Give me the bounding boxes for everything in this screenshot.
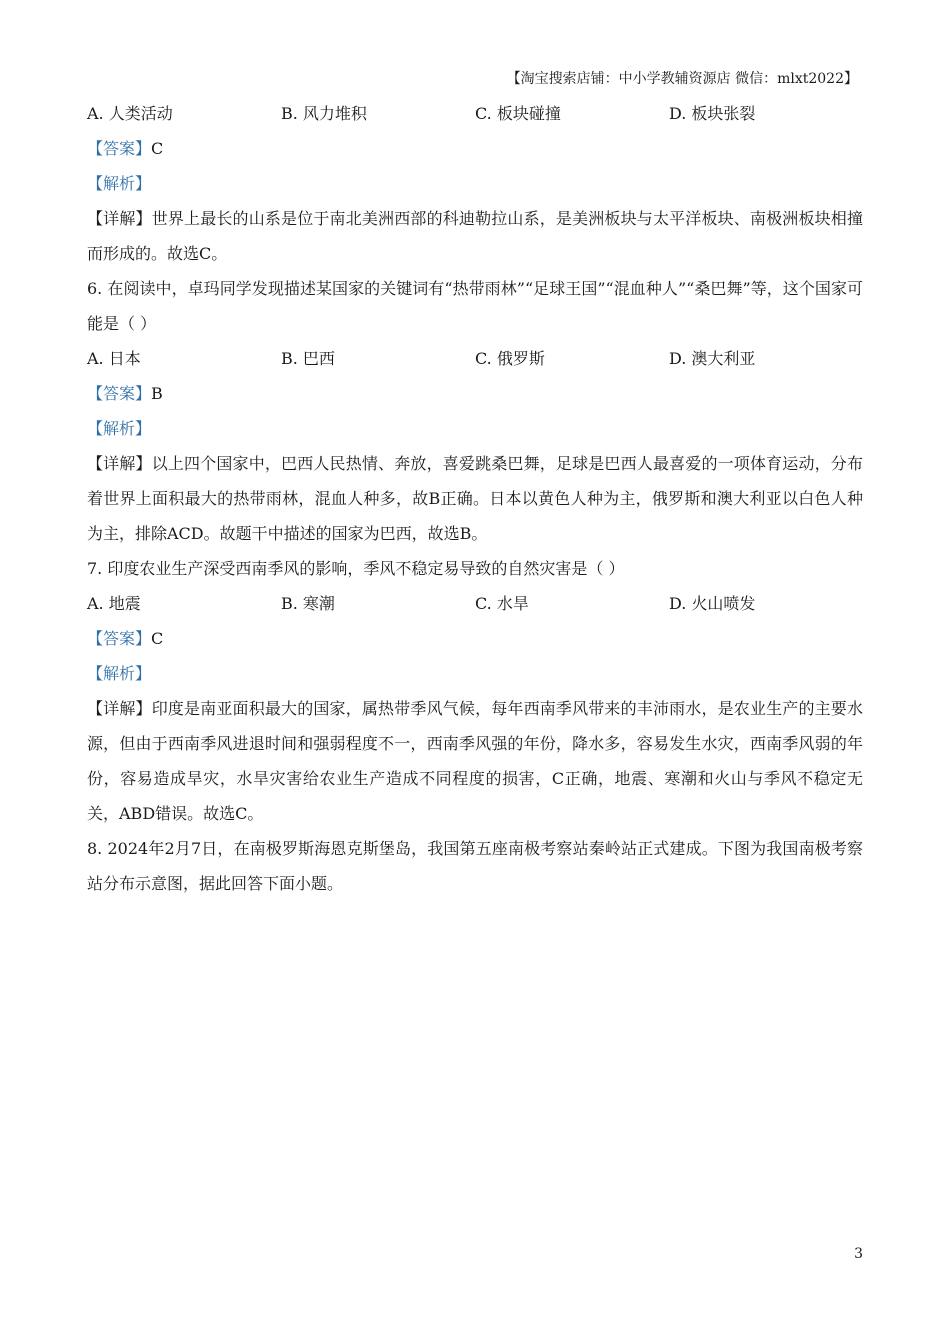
q7-answer-value: C <box>151 629 164 648</box>
q6-option-a: A. 日本 <box>87 349 141 368</box>
q6-detail-tag: 【详解】 <box>87 454 152 473</box>
q7-option-b: B. 寒潮 <box>281 594 335 613</box>
q7-detail-text: 印度是南亚面积最大的国家，属热带季风气候，每年西南季风带来的丰沛雨水，是农业生产的主要水源，但由于西南季风进退时间和强弱程度不一，西南季风强的年份，降水多，容易发生水灾，西南季风弱的年份，容易造成旱灾，水旱灾害给农业生产造成不同程度的损害，C正确，地震、寒潮和火山与季风不稳定无关，ABD错误。故选C。 <box>87 699 863 823</box>
page-number: 3 <box>854 1246 863 1262</box>
q5-options <box>87 96 863 131</box>
q6-analysis <box>87 411 863 446</box>
q5-option-b: B. 风力堆积 <box>281 104 367 123</box>
q6-answer-tag: 【答案】 <box>87 384 152 403</box>
q7-answer <box>87 621 863 656</box>
q7-analysis <box>87 656 863 691</box>
q7-stem: 7. 印度农业生产深受西南季风的影响，季风不稳定易导致的自然灾害是（ ） <box>87 559 625 578</box>
q5-option-d: D. 板块张裂 <box>669 104 756 123</box>
q6-option-d: D. 澳大利亚 <box>669 349 756 368</box>
q6-answer-value: B <box>151 384 163 403</box>
q5-analysis <box>87 166 863 201</box>
q7-analysis-tag: 【解析】 <box>87 664 152 683</box>
document-body <box>87 96 863 901</box>
q7-detail <box>87 691 863 831</box>
q7-option-d: D. 火山喷发 <box>669 594 756 613</box>
q6-answer <box>87 376 863 411</box>
q7-detail-tag: 【详解】 <box>87 699 152 718</box>
q5-detail <box>87 201 863 271</box>
q6-options <box>87 341 863 376</box>
q5-answer-value: C <box>151 139 164 158</box>
q5-analysis-tag: 【解析】 <box>87 174 152 193</box>
q7-answer-tag: 【答案】 <box>87 629 152 648</box>
q5-option-c: C. 板块碰撞 <box>475 104 561 123</box>
q6-option-c: C. 俄罗斯 <box>475 349 545 368</box>
q6-stem: 6. 在阅读中，卓玛同学发现描述某国家的关键词有“热带雨林”“足球王国”“混血种人”“桑巴舞”等，这个国家可能是（ ） <box>87 279 863 333</box>
q7-options <box>87 586 863 621</box>
q8-stem: 8. 2024年2月7日，在南极罗斯海恩克斯堡岛，我国第五座南极考察站秦岭站正式建成。下图为我国南极考察站分布示意图，据此回答下面小题。 <box>87 839 863 893</box>
q5-answer-tag: 【答案】 <box>87 139 152 158</box>
q7-option-a: A. 地震 <box>87 594 141 613</box>
q5-detail-text: 世界上最长的山系是位于南北美洲西部的科迪勒拉山系，是美洲板块与太平洋板块、南极洲板块相撞而形成的。故选C。 <box>87 209 863 263</box>
q5-answer <box>87 131 863 166</box>
q6-detail-text: 以上四个国家中，巴西人民热情、奔放，喜爱跳桑巴舞，足球是巴西人最喜爱的一项体育运动，分布着世界上面积最大的热带雨林，混血人种多，故B正确。日本以黄色人种为主，俄罗斯和澳大利亚以白色人种为主，排除ACD。故题干中描述的国家为巴西，故选B。 <box>87 454 863 543</box>
q6-option-b: B. 巴西 <box>281 349 335 368</box>
page-header: 【淘宝搜索店铺：中小学教辅资源店 微信：mlxt2022】 <box>506 71 858 87</box>
q5-option-a: A. 人类活动 <box>87 104 173 123</box>
q7-option-c: C. 水旱 <box>475 594 529 613</box>
q6-analysis-tag: 【解析】 <box>87 419 152 438</box>
q6-detail <box>87 446 863 551</box>
q5-detail-tag: 【详解】 <box>87 209 152 228</box>
